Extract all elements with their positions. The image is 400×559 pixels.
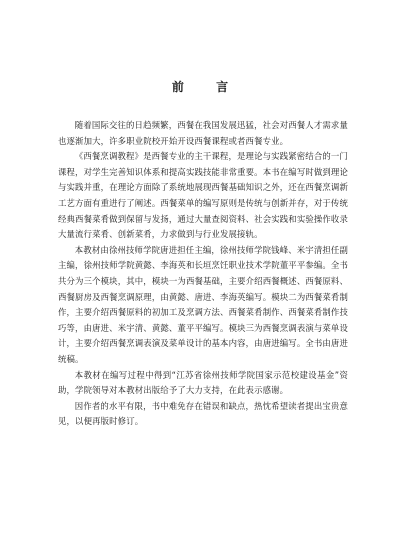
paragraph-2: 《西餐烹调教程》是西餐专业的主干课程，是理论与实践紧密结合的一门课程，对学生完善知识体系和提高实践技能非常重要。本书在编写时做到理论与实践并重，在理论方面除了系统地展现西餐基础知识之外，还在西餐烹调新工艺方面有重进行了阐述。西餐菜单的编写原则是传统与创新并存，对于传统经典西餐菜肴做到保留与发扬，通过大量查阅资料、社会实践和实验操作收录大量流行菜肴、创新菜肴，力求做到与行业发展接轨。 xyxy=(58,151,348,240)
paragraph-3: 本教材由徐州技师学院唐进担任主编，徐州技师学院钱峰、米宇清担任副主编，徐州技师学院黄懿、李海英和长垣烹饪职业技术学院董平平参编。全书共分为三个模块，其中，模块一为西餐基础，主要介绍西餐概述、西餐原料、西餐厨房及西餐烹调原理，由黄懿、唐进、李海英编写。模块二为西餐菜肴制作，主要介绍西餐原料的初加工及烹调方法、西餐菜肴制作、西餐菜肴制作技巧等，由唐进、米宇清、黄懿、董平平编写。模块三为西餐烹调表演与菜单设计，主要介绍西餐烹调表演及菜单设计的基本内容，由唐进编写。全书由唐进统稿。 xyxy=(58,244,348,364)
paragraph-1: 随着国际交往的日趋频繁，西餐在我国发展迅猛，社会对西餐人才需求量也逐渐加大，许多职业院校开始开设西餐课程或者西餐专业。 xyxy=(58,120,348,146)
paragraph-5: 因作者的水平有限，书中难免存在错误和缺点，热忱希望读者提出宝贵意见，以便再版时修订。 xyxy=(58,400,348,427)
page-title: 前 言 xyxy=(171,80,243,94)
paragraph-4: 本教材在编写过程中得到“江苏省徐州技师学院国家示范校建设基金”资助，学院领导对本教材出版给予了大力支持，在此表示感谢。 xyxy=(58,369,348,396)
preface-body xyxy=(58,118,348,430)
